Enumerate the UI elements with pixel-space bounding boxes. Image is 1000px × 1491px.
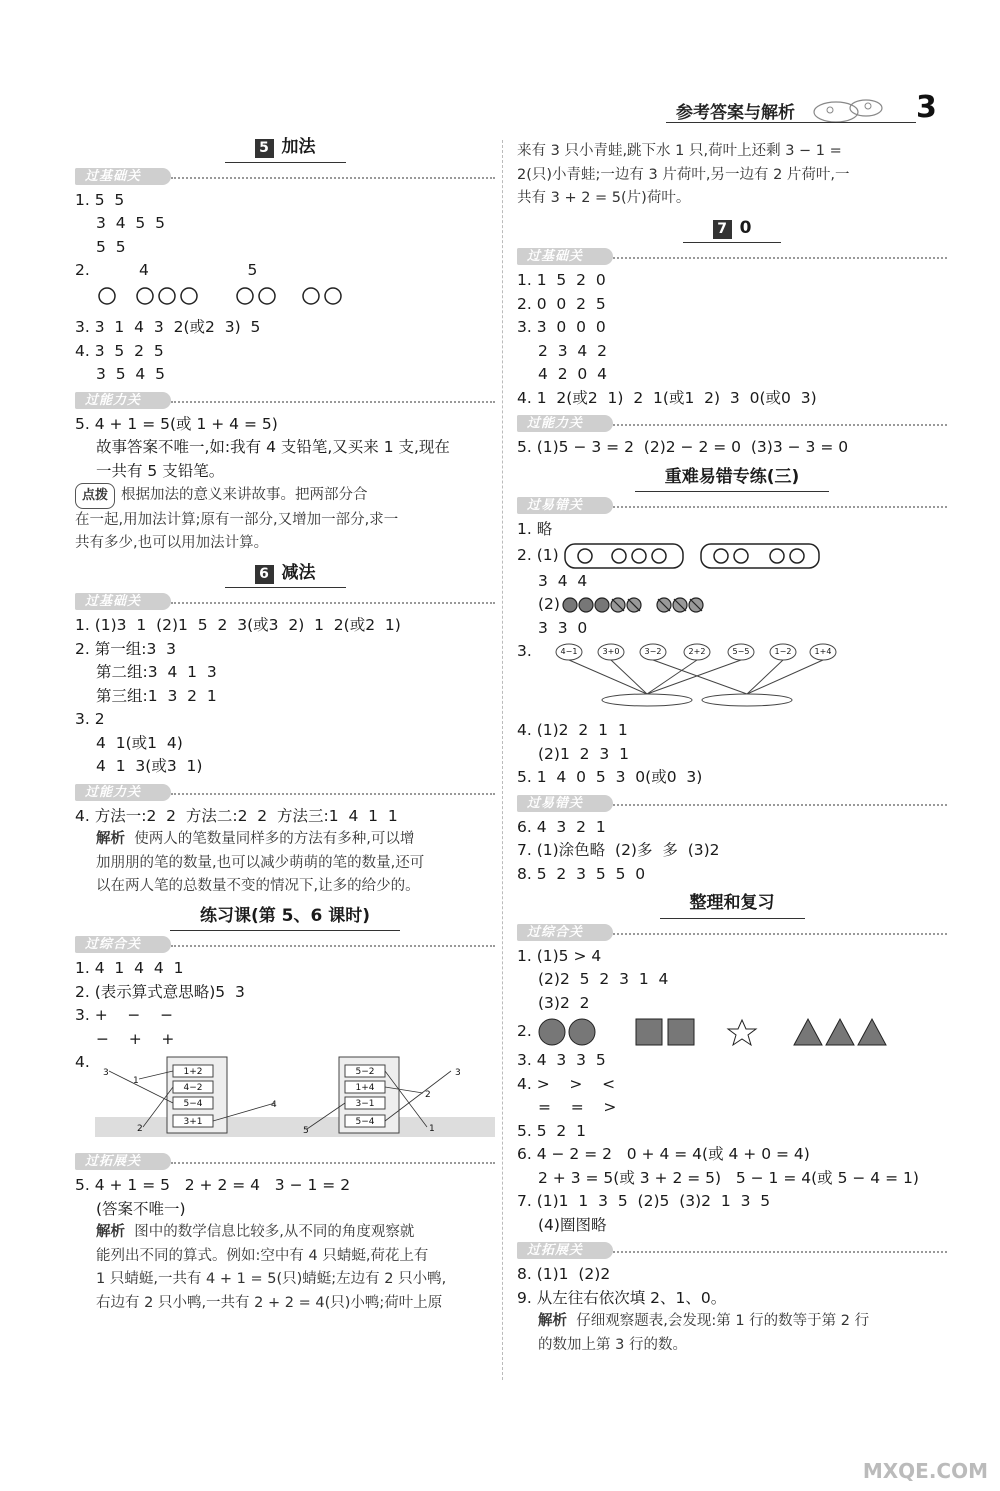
answer-line: 4. > > < — [517, 1074, 616, 1093]
analysis-line: 以在两人笔的总数量不变的情况下,让多的给少的。 — [96, 878, 420, 894]
analysis-line: 共有 3 + 2 = 5(片)荷叶。 — [517, 190, 691, 206]
section-title-practice: 练习课(第 5、6 课时) — [75, 905, 495, 932]
answer-line: (答案不唯一) — [96, 1199, 186, 1218]
answer-line: 一共有 5 支铅笔。 — [96, 461, 225, 480]
answer-line: 2. 4 5 — [75, 261, 258, 279]
answer-line: (2)2 5 2 3 1 4 — [538, 970, 669, 988]
answer-line: 1. (1)3 1 (2)1 5 2 3(或3 2) 1 2(或2 1) — [75, 616, 401, 634]
answer-line: 3. 3 0 0 0 — [517, 318, 606, 336]
analysis-line: 能列出不同的算式。例如:空中有 4 只蜻蜓,荷花上有 — [96, 1247, 429, 1264]
header-title: 参考答案与解析 — [676, 103, 795, 123]
page-header — [676, 92, 946, 132]
answer-line: 5. 4 + 1 = 5 2 + 2 = 4 3 − 1 = 2 — [75, 1176, 351, 1194]
band-basic: 过基础关 — [75, 167, 495, 187]
section-title-review: 整理和复习 — [517, 892, 947, 919]
card-number: 1 — [429, 1123, 435, 1134]
circle-groups-figure — [95, 285, 375, 307]
answer-line: 2 3 4 2 — [538, 341, 608, 360]
right-column — [517, 140, 947, 1357]
balloon-label: 1+4 — [814, 646, 832, 656]
answer-line: 3 4 4 — [538, 571, 588, 590]
answer-line-with-figure: 2. — [517, 1015, 947, 1049]
building-label: 5−4 — [355, 1116, 375, 1127]
band-expand: 过拓展关 — [517, 1241, 947, 1261]
hint-line: 共有多少,也可以用加法计算。 — [75, 535, 269, 551]
answer-line: (3)2 2 — [538, 993, 590, 1012]
answer-line: 2. 第一组:3 3 — [75, 639, 177, 658]
answer-line: 7. (1)1 1 3 5 (2)5 (3)2 1 3 5 — [517, 1192, 771, 1210]
answer-line: = = > — [538, 1098, 617, 1116]
analysis-line: 来有 3 只小青蛙,跳下水 1 只,荷叶上还剩 3 − 1 = — [517, 143, 842, 159]
answer-line: 4. 1 2(或2 1) 2 1(或1 2) 3 0(或0 3) — [517, 388, 817, 407]
card-number: 3 — [455, 1067, 461, 1078]
building-label: 5−4 — [183, 1098, 203, 1109]
building-label: 4−2 — [183, 1082, 203, 1093]
band-combined: 过综合关 — [517, 923, 947, 943]
answer-line-with-figure: 2. (1) — [517, 542, 947, 570]
band-basic: 过基础关 — [75, 592, 495, 612]
answer-line: 6. 4 − 2 = 2 0 + 4 = 4(或 4 + 0 = 4) — [517, 1145, 810, 1163]
section-title-5: 5 加法 — [75, 136, 495, 163]
analysis-line: 解析 仔细观察题表,会发现:第 1 行的数等于第 2 行 — [538, 1313, 870, 1329]
answer-line: 9. 从左往右依次填 2、1、0。 — [517, 1288, 727, 1307]
answer-line: 5. 5 2 1 — [517, 1121, 587, 1140]
hint-line: 点拨 根据加法的意义来讲故事。把两部分合 — [75, 483, 495, 509]
building-label: 3−1 — [355, 1098, 375, 1109]
analysis-line: 2(只)小青蛙;一边有 3 片荷叶,另一边有 2 片荷叶,一 — [517, 166, 850, 183]
answer-line: 2 + 3 = 5(或 3 + 2 = 5) 5 − 1 = 4(或 5 − 4 = 1) — [538, 1168, 919, 1187]
section-title-errors: 重难易错专练(三) — [517, 466, 947, 493]
band-difficult: 过易错关 — [517, 496, 947, 516]
crossed-circles-figure — [560, 595, 740, 615]
answer-line: 5 5 — [96, 237, 126, 256]
answer-line: 4 2 0 4 — [538, 365, 608, 383]
grouped-circles-figure — [563, 542, 833, 570]
balloon-label: 3−2 — [644, 646, 662, 656]
column-divider — [502, 140, 503, 1380]
analysis-line: 解析 图中的数学信息比较多,从不同的角度观察就 — [96, 1224, 415, 1240]
analysis-line: 右边有 2 只小鸭,一共有 2 + 2 = 4(只)小鸭;荷叶上原 — [96, 1294, 443, 1311]
answer-line: 3. — [517, 642, 532, 660]
page-number: 3 — [916, 90, 937, 125]
answer-line: 4 1 3(或3 1) — [96, 757, 203, 775]
answer-line: 第三组:1 3 2 1 — [96, 686, 217, 705]
answer-line: 3. 3 1 4 3 2(或2 3) 5 — [75, 318, 261, 336]
building-matching-figure — [95, 1053, 495, 1139]
answer-line: 第二组:3 4 1 3 — [96, 663, 217, 681]
shapes-figure — [536, 1016, 896, 1048]
analysis-line: 解析 使两人的笔数量同样多的方法有多种,可以增 — [96, 831, 415, 847]
building-label: 5−2 — [355, 1066, 375, 1077]
hint-badge: 点拨 — [75, 483, 115, 509]
answer-line: 4. (1)2 2 1 1 — [517, 721, 628, 739]
hint-line: 在一起,用加法计算;原有一部分,又增加一部分,求一 — [75, 511, 399, 528]
answer-line: 1. 1 5 2 0 — [517, 271, 606, 289]
answer-line-with-figure: (2) — [517, 593, 947, 617]
answer-line: 1. 5 5 — [75, 190, 125, 209]
analysis-line: 加朋朋的笔的数量,也可以减少萌萌的笔的数量,还可 — [96, 854, 425, 871]
answer-line: 4 1(或1 4) — [96, 733, 183, 752]
band-ability: 过能力关 — [517, 414, 947, 434]
answer-line: 2. (表示算式意思略)5 3 — [75, 982, 245, 1001]
answer-line: 3 5 4 5 — [96, 365, 166, 383]
balloon-label: 1−2 — [774, 646, 792, 656]
balloon-matching-figure — [547, 642, 907, 712]
answer-line: 3 4 5 5 — [96, 214, 166, 232]
answer-line: 8. 5 2 3 5 5 0 — [517, 864, 646, 883]
band-basic: 过基础关 — [517, 247, 947, 267]
card-number: 2 — [425, 1089, 431, 1100]
building-label: 1+2 — [183, 1066, 203, 1077]
answer-line: (4)圈图略 — [538, 1215, 607, 1234]
answer-line: 2. 0 0 2 5 — [517, 294, 606, 313]
answer-line: 7. (1)涂色略 (2)多 多 (3)2 — [517, 841, 720, 859]
band-error: 过易错关 — [517, 794, 947, 814]
answer-line: − + + — [96, 1029, 175, 1048]
answer-line: 5. 4 + 1 = 5(或 1 + 4 = 5) — [75, 414, 278, 433]
card-number: 1 — [133, 1075, 139, 1086]
answer-line: 8. (1)1 (2)2 — [517, 1265, 611, 1283]
answer-line: 1. 4 1 4 4 1 — [75, 959, 184, 977]
answer-line: 1. (1)5 > 4 — [517, 946, 602, 965]
building-label: 3+1 — [183, 1116, 203, 1127]
building-label: 1+4 — [355, 1082, 375, 1093]
band-ability: 过能力关 — [75, 391, 495, 411]
balloon-label: 2+2 — [688, 646, 706, 656]
answer-line: 故事答案不唯一,如:我有 4 支铅笔,又买来 1 支,现在 — [96, 438, 450, 456]
answer-line: 4. 方法一:2 2 方法二:2 2 方法三:1 4 1 1 — [75, 806, 398, 825]
answer-line: (2)1 2 3 1 — [538, 744, 629, 763]
answer-line: 4. 3 5 2 5 — [75, 341, 164, 360]
left-column — [75, 130, 495, 1315]
answer-line: 1. 略 — [517, 520, 553, 538]
balloon-label: 3+0 — [602, 646, 620, 656]
band-ability: 过能力关 — [75, 783, 495, 803]
card-number: 2 — [137, 1123, 143, 1134]
band-combined: 过综合关 — [75, 935, 495, 955]
analysis-line: 1 只蜻蜓,一共有 4 + 1 = 5(只)蜻蜓;左边有 2 只小鸭, — [96, 1271, 447, 1287]
answer-line: 3 3 0 — [538, 618, 588, 637]
header-rule — [666, 122, 916, 123]
card-number: 5 — [303, 1125, 309, 1136]
answer-line: 3. 4 3 3 5 — [517, 1051, 606, 1069]
answer-line: 5. 1 4 0 5 3 0(或0 3) — [517, 768, 703, 786]
balloon-label: 4−1 — [560, 646, 578, 656]
card-number: 4 — [271, 1099, 277, 1110]
card-number: 3 — [103, 1067, 109, 1078]
answer-line: 3. + − − — [75, 1006, 174, 1024]
answer-line: 6. 4 3 2 1 — [517, 817, 606, 836]
answer-line: 5. (1)5 − 3 = 2 (2)2 − 2 = 0 (3)3 − 3 = 0 — [517, 438, 849, 456]
analysis-line: 的数加上第 3 行的数。 — [538, 1336, 687, 1353]
site-watermark: MXQE.COM — [862, 1459, 988, 1483]
balloon-label: 5−5 — [732, 646, 750, 656]
band-expand: 过拓展关 — [75, 1152, 495, 1172]
answer-line: 4. — [75, 1053, 90, 1071]
answer-line: 3. 2 — [75, 710, 105, 728]
section-title-6: 6 减法 — [75, 562, 495, 589]
section-title-7: 7 0 — [517, 217, 947, 244]
